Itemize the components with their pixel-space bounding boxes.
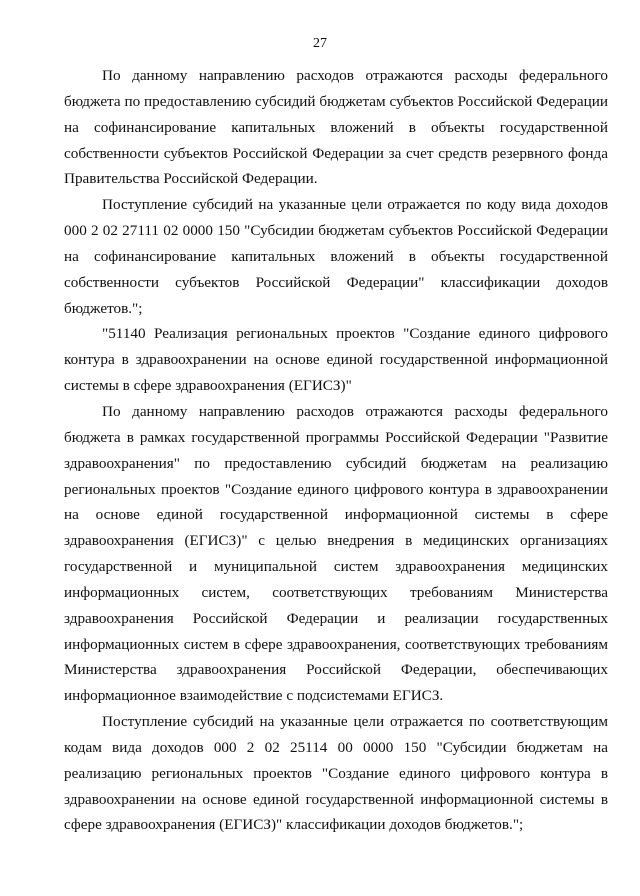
page-number: 27 [313,36,327,51]
paragraph-2: Поступление субсидий на указанные цели отражается по коду вида доходов 000 2 02 27111 02 0000 150 "Субсидии бюджетам субъектов Российской Федерации на софинансирование капитальных вложений в объекты государственной собственности субъектов Российской Федерации" классификации доходов бюджетов."; [64,196,608,317]
paragraph-4: По данному направлению расходов отражаются расходы федерального бюджета в рамках государственной программы Российской Федерации "Развитие здравоохранения" по предоставлению субсидий бюджетам на реализацию региональных проектов "Создание единого цифрового контура в здравоохранении на основе единой государственной информационной системы в сфере здравоохранения (ЕГИСЗ)" с целью внедрения в медицинских организациях государственной и муниципальной систем здравоохранения медицинских информационных систем, соответствующих требованиям Министерства здравоохранения Российской Федерации и реализации государственных информационных систем в сфере здравоохранения, соответствующих требованиям Министерства здравоохранения Российской Федерации, обеспечивающих информационное взаимодействие с подсистемами ЕГИСЗ. [64,402,608,705]
document-body [64,63,608,838]
paragraph-5: Поступление субсидий на указанные цели отражается по соответствующим кодам вида доходов 000 2 02 25114 00 0000 150 "Субсидии бюджетам на реализацию региональных проектов "Создание единого цифрового контура в здравоохранении на основе единой государственной информационной системы в сфере здравоохранения (ЕГИСЗ)" классификации доходов бюджетов."; [64,713,608,834]
paragraph-3: "51140 Реализация региональных проектов "Создание единого цифрового контура в здравоохранении на основе единой государственной информационной системы в сфере здравоохранения (ЕГИСЗ)" [64,325,608,395]
paragraph-1: По данному направлению расходов отражаются расходы федерального бюджета по предоставлению субсидий бюджетам субъектов Российской Федерации на софинансирование капитальных вложений в объекты государственной собственности субъектов Российской Федерации за счет средств резервного фонда Правительства Российской Федерации. [64,67,608,188]
